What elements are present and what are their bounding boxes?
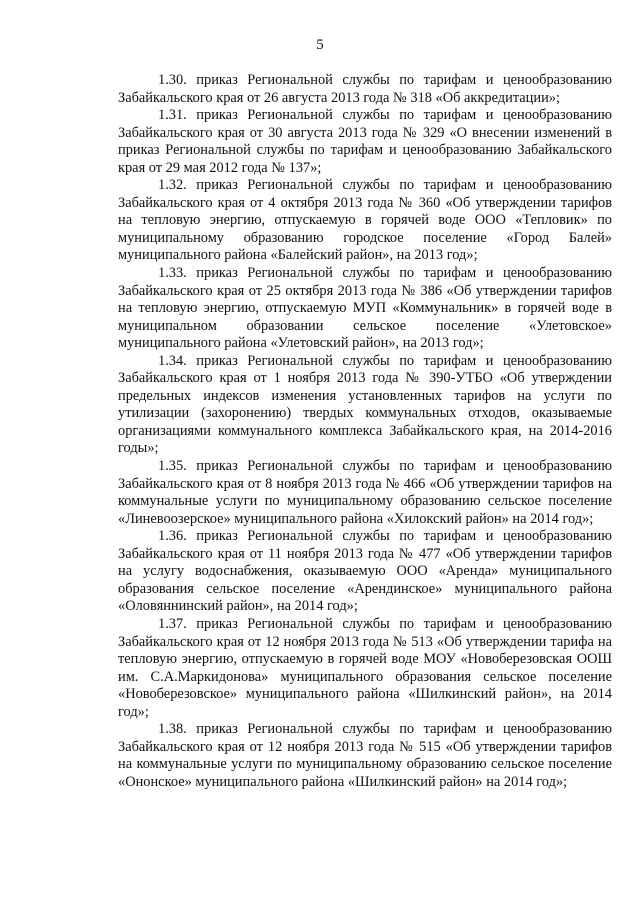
list-item-1-30: 1.30. приказ Региональной службы по тарифам и ценообразованию Забайкальского края от 26 августа 2013 года № 318 «Об аккредитации»; [118, 72, 612, 106]
list-item-1-35: 1.35. приказ Региональной службы по тарифам и ценообразованию Забайкальского края от 8 ноября 2013 года № 466 «Об утверждении тарифов на коммунальные услуги по муниципальному образованию сельское поселение «Линевоозерское» муниципального района «Хилокский район» на 2014 год»; [118, 458, 612, 527]
list-item-1-33: 1.33. приказ Региональной службы по тарифам и ценообразованию Забайкальского края от 25 октября 2013 года № 386 «Об утверждении тарифов на тепловую энергию, отпускаемую МУП «Коммунальник» в горячей воде в муниципальном образовании сельское поселение «Улетовское» муниципального района «Улетовский район», на 2013 год»; [118, 265, 612, 352]
list-item-1-34: 1.34. приказ Региональной службы по тарифам и ценообразованию Забайкальского края от 1 ноября 2013 года № 390-УТБО «Об утверждении предельных индексов изменения установленных тарифов на услуги по утилизации (захоронению) твердых коммунальных отходов, оказываемые организациями коммунального комплекса Забайкальского края, на 2014-2016 годы»; [118, 352, 612, 457]
document-body [118, 72, 612, 791]
list-item-1-32: 1.32. приказ Региональной службы по тарифам и ценообразованию Забайкальского края от 4 октября 2013 года № 360 «Об утверждении тарифов на тепловую энергию, отпускаемую в горячей воде ООО «Тепловик» по муниципальному образованию городское поселение «Город Балей» муниципального района «Балейский район», на 2013 год»; [118, 177, 612, 264]
list-item-1-37: 1.37. приказ Региональной службы по тарифам и ценообразованию Забайкальского края от 12 ноября 2013 года № 513 «Об утверждении тарифа на тепловую энергию, отпускаемую в горячей воде МОУ «Новоберезовская ООШ им. С.А.Маркидонова» муниципального образования сельское поселение «Новоберезовское» муниципального района «Шилкинский район», на 2014 год»; [118, 615, 612, 720]
list-item-1-36: 1.36. приказ Региональной службы по тарифам и ценообразованию Забайкальского края от 11 ноября 2013 года № 477 «Об утверждении тарифов на услугу водоснабжения, оказываемую ООО «Аренда» муниципального образования сельское поселение «Арендинское» муниципального района «Оловяннинский район», на 2014 год»; [118, 528, 612, 615]
list-item-1-38: 1.38. приказ Региональной службы по тарифам и ценообразованию Забайкальского края от 12 ноября 2013 года № 515 «Об утверждении тарифов на коммунальные услуги по муниципальному образованию сельское поселение «Ононское» муниципального района «Шилкинский район» на 2014 год»; [118, 721, 612, 790]
page-number: 5 [316, 37, 324, 53]
list-item-1-31: 1.31. приказ Региональной службы по тарифам и ценообразованию Забайкальского края от 30 августа 2013 года № 329 «О внесении изменений в приказ Региональной службы по тарифам и ценообразованию Забайкальского края от 29 мая 2012 года № 137»; [118, 107, 612, 176]
